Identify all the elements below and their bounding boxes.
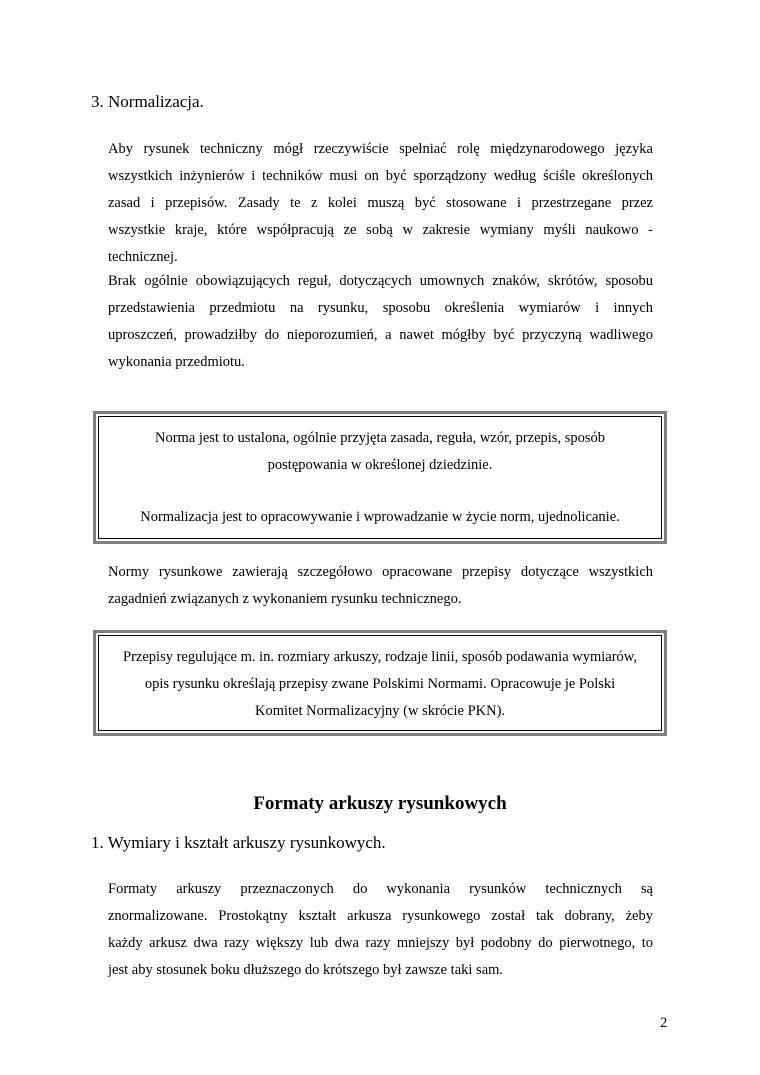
definition-norma-line1: Norma jest to ustalona, ogólnie przyjęta zasada, reguła, wzór, przepis, sposób: [155, 430, 605, 446]
regulations-line3: Komitet Normalizacyjny (w skrócie PKN).: [254, 703, 506, 719]
paragraph-drawing-norms: [108, 559, 653, 613]
paragraph-line: uproszczeń, prowadziłby do nieporozumień, a nawet mógłby być przyczyną wadliwego: [108, 327, 653, 343]
paragraph-rules: [108, 268, 653, 376]
regulations-line1: Przepisy regulujące m. in. rozmiary arkuszy, rodzaje linii, sposób podawania wymiarów,: [123, 649, 637, 665]
regulations-box-frame: [98, 635, 662, 731]
definition-norma-line2: postępowania w określonej dziedzinie.: [267, 457, 493, 473]
regulations-line2: opis rysunku określają przepisy zwane Polskimi Normami. Opracowuje je Polski: [144, 676, 616, 692]
paragraph-line: wszystkich inżynierów i techników musi on być sporządzony według ściśle określonych: [108, 168, 653, 184]
definition-normalizacja: Normalizacja jest to opracowywanie i wprowadzanie w życie norm, ujednolicanie.: [140, 509, 620, 525]
definition-box: [93, 411, 667, 544]
paragraph-line: wszystkie kraje, które współpracują ze sobą w zakresie wymiany myśli naukowo -: [108, 222, 653, 238]
paragraph-line: Normy rysunkowe zawierają szczegółowo opracowane przepisy dotyczące wszystkich: [108, 564, 653, 580]
paragraph-formats: [108, 876, 653, 984]
paragraph-line: przedstawienia przedmiotu na rysunku, sposobu określenia wymiarów i innych: [108, 300, 653, 316]
page-number: 2: [660, 1015, 668, 1031]
paragraph-line: jest aby stosunek boku dłuższego do krótszego był zawsze taki sam.: [108, 962, 504, 978]
paragraph-line: każdy arkusz dwa razy większy lub dwa razy mniejszy był podobny do pierwotnego, to: [108, 935, 653, 951]
paragraph-line: Formaty arkuszy przeznaczonych do wykonania rysunków technicznych są: [108, 881, 653, 897]
paragraph-line: znormalizowane. Prostokątny kształt arkusza rysunkowego został tak dobrany, żeby: [108, 908, 653, 924]
paragraph-line: zasad i przepisów. Zasady te z kolei muszą być stosowane i przestrzegane przez: [108, 195, 653, 211]
paragraph-intro: [108, 136, 653, 271]
paragraph-line: zagadnień związanych z wykonaniem rysunku technicznego.: [108, 591, 462, 607]
paragraph-line: technicznej.: [108, 249, 178, 265]
paragraph-line: Brak ogólnie obowiązujących reguł, dotyczących umownych znaków, skrótów, sposobu: [108, 273, 653, 289]
definition-box-frame: [98, 416, 662, 539]
section-heading-normalizacja: 3. Normalizacja.: [91, 92, 204, 111]
formats-subheading: 1. Wymiary i kształt arkuszy rysunkowych.: [91, 833, 386, 852]
paragraph-line: wykonania przedmiotu.: [108, 354, 245, 370]
formats-title: Formaty arkuszy rysunkowych: [253, 793, 507, 814]
regulations-box: [93, 630, 667, 736]
paragraph-line: Aby rysunek techniczny mógł rzeczywiście spełniać rolę międzynarodowego języka: [108, 141, 653, 157]
